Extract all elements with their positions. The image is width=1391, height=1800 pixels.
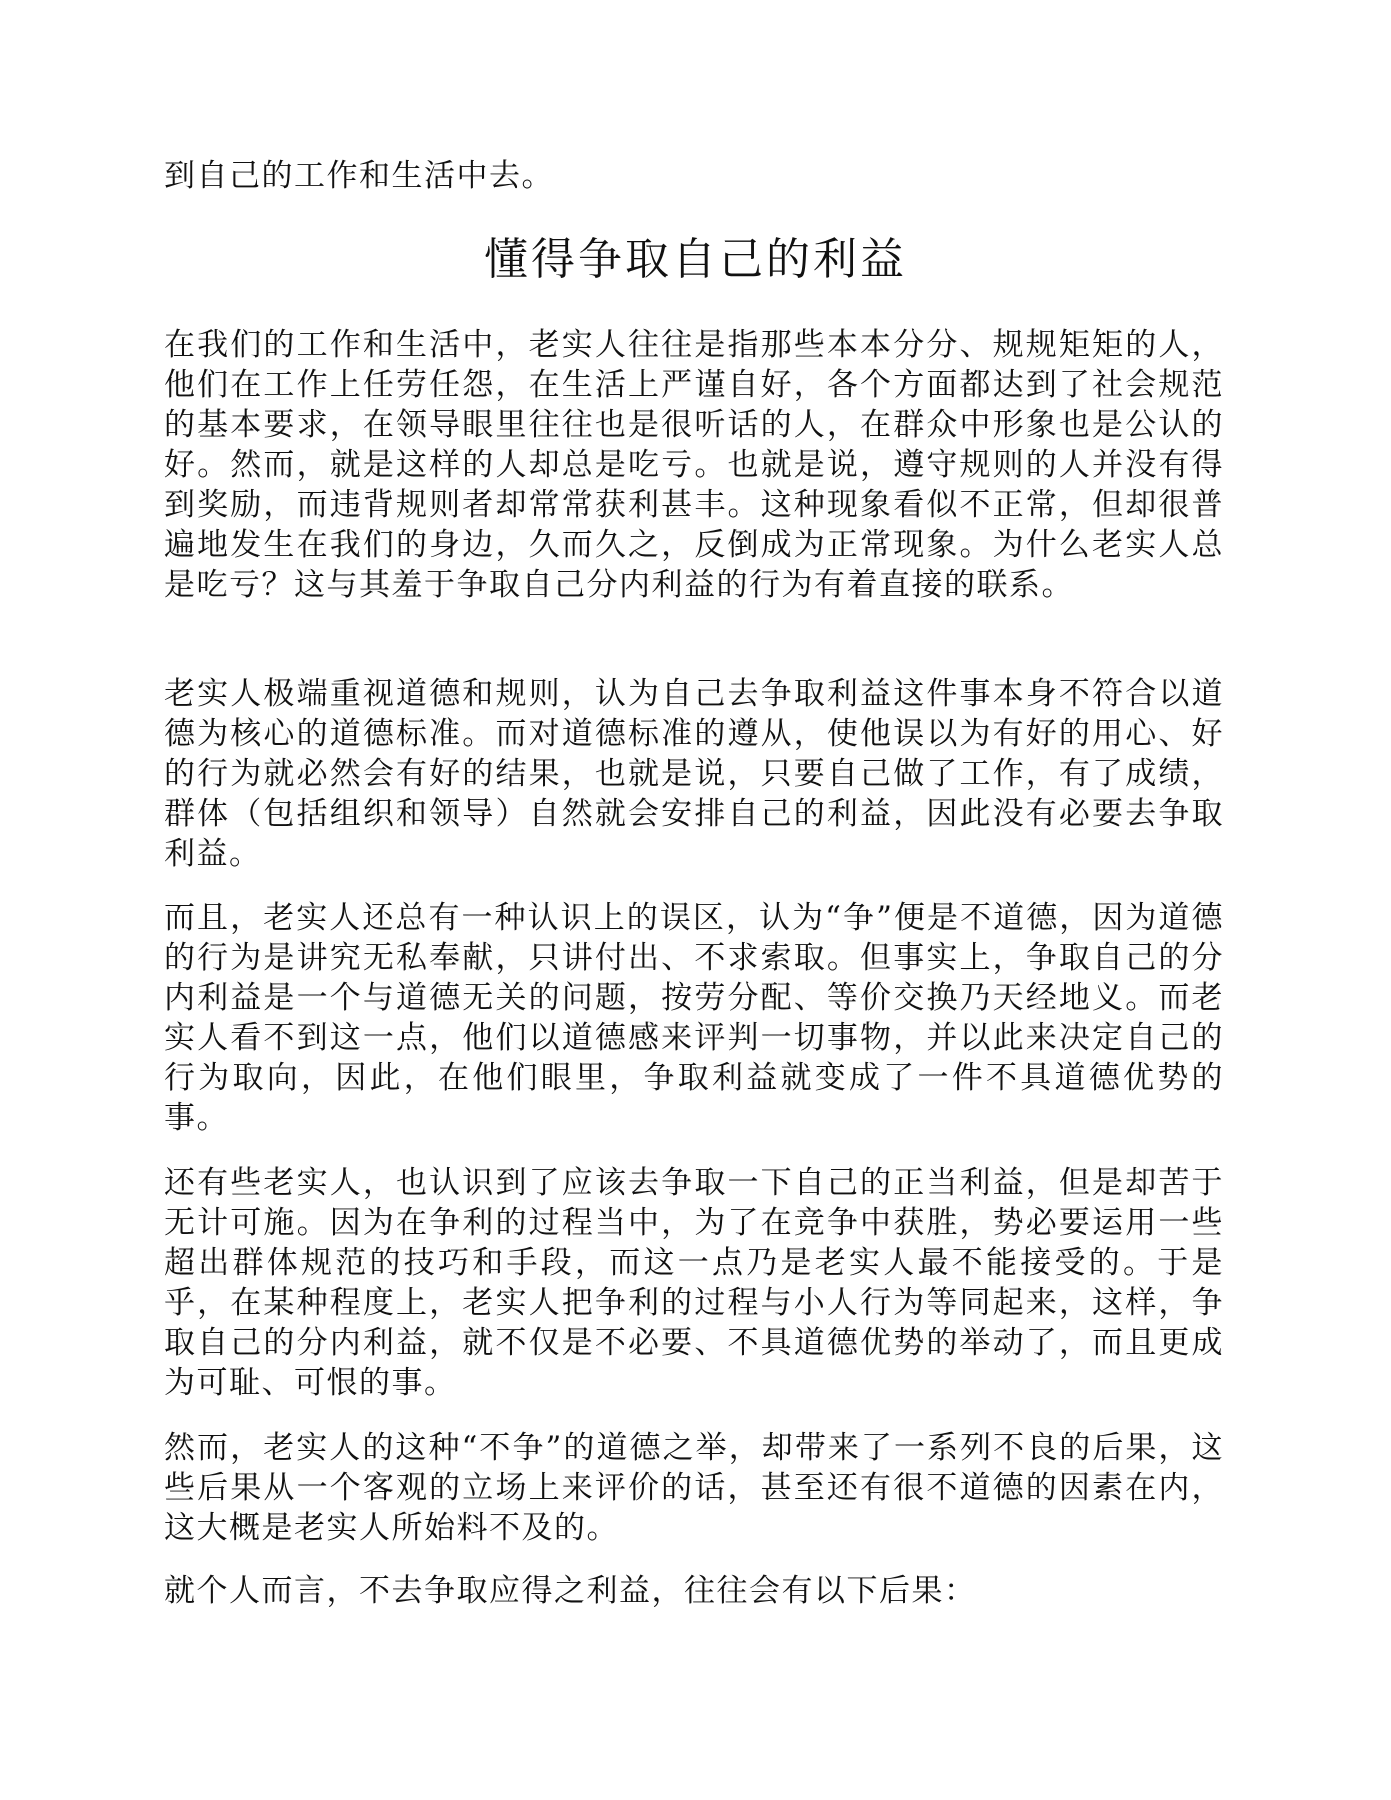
paragraph-1: 在我们的工作和生活中，老实人往往是指那些本本分分、规规矩矩的人，他们在工作上任劳任怨，在生活上严谨自好，各个方面都达到了社会规范的基本要求，在领导眼里往往也是很听话的人，在群众中形象也是公认的好。然而，就是这样的人却总是吃亏。也就是说，遵守规则的人并没有得到奖励，而违背规则者却常常获利甚丰。这种现象看似不正常，但却很普遍地发生在我们的身边，久而久之，反倒成为正常现象。为什么老实人总是吃亏？这与其羞于争取自己分内利益的行为有着直接的联系。 (164, 327, 1224, 603)
paragraph-3: 而且，老实人还总有一种认识上的误区，认为“争”便是不道德，因为道德的行为是讲究无私奉献，只讲付出、不求索取。但事实上，争取自己的分内利益是一个与道德无关的问题，按劳分配、等价交换乃天经地义。而老实人看不到这一点，他们以道德感来评判一切事物，并以此来决定自己的行为取向，因此，在他们眼里，争取利益就变成了一件不具道德优势的事。 (164, 900, 1224, 1136)
paragraph-6: 就个人而言，不去争取应得之利益，往往会有以下后果： (164, 1573, 977, 1609)
continuation-text: 到自己的工作和生活中去。 (164, 158, 554, 194)
paragraph-2: 老实人极端重视道德和规则，认为自己去争取利益这件事本身不符合以道德为核心的道德标准。而对道德标准的遵从，使他误以为有好的用心、好的行为就必然会有好的结果，也就是说，只要自己做了工作，有了成绩，群体（包括组织和领导）自然就会安排自己的利益，因此没有必要去争取利益。 (164, 676, 1224, 872)
section-title: 懂得争取自己的利益 (484, 234, 907, 285)
paragraph-4: 还有些老实人，也认识到了应该去争取一下自己的正当利益，但是却苦于无计可施。因为在争利的过程当中，为了在竞争中获胜，势必要运用一些超出群体规范的技巧和手段，而这一点乃是老实人最不能接受的。于是乎，在某种程度上，老实人把争利的过程与小人行为等同起来，这样，争取自己的分内利益，就不仅是不必要、不具道德优势的举动了，而且更成为可耻、可恨的事。 (164, 1165, 1224, 1401)
paragraph-5: 然而，老实人的这种“不争”的道德之举，却带来了一系列不良的后果，这些后果从一个客观的立场上来评价的话，甚至还有很不道德的因素在内，这大概是老实人所始料不及的。 (164, 1430, 1224, 1546)
